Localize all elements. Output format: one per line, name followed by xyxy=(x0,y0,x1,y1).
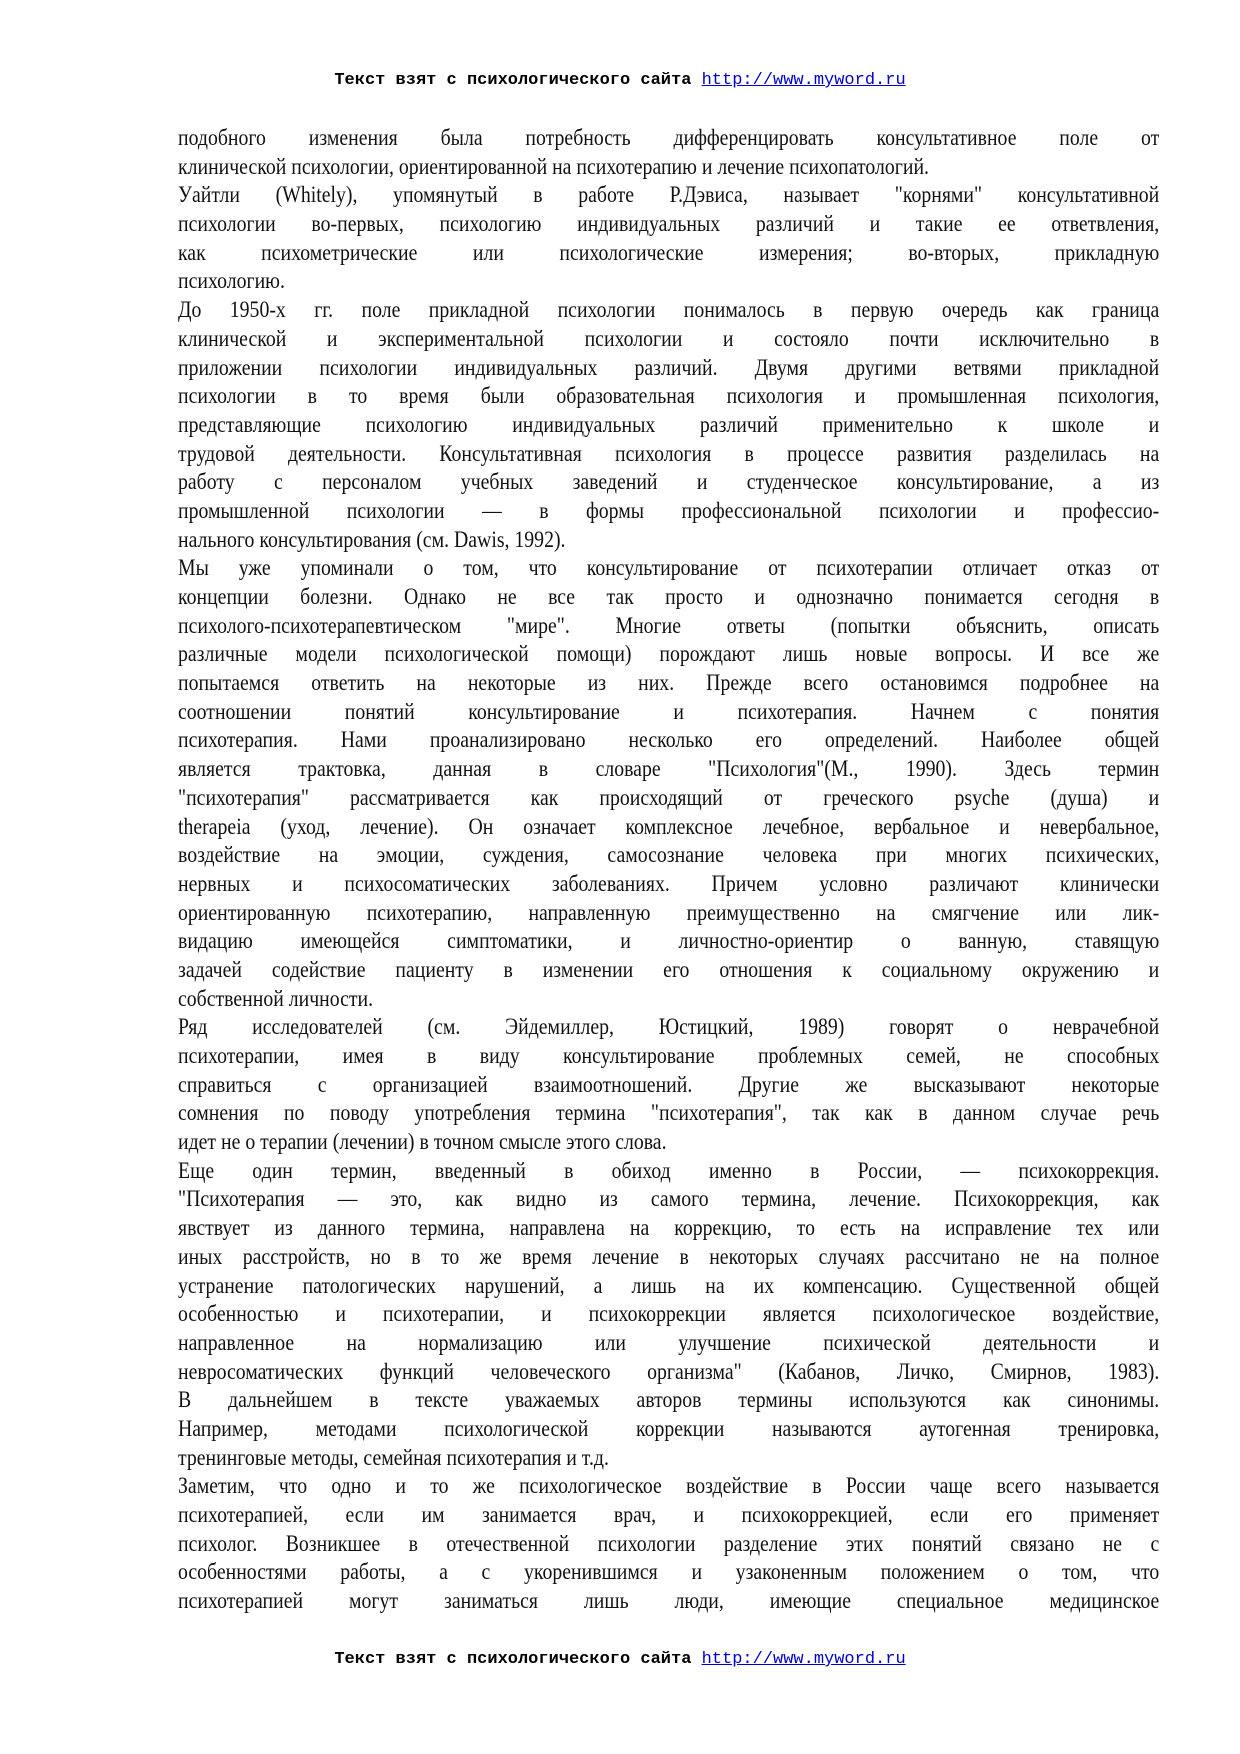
footer-source-link[interactable]: http://www.myword.ru xyxy=(701,1650,906,1669)
text-line: невросоматических функций человеческого организма" (Кабанов, Личко, Смирнов, 1983). xyxy=(178,1358,1160,1384)
text-line: приложении психологии индивидуальных различий. Двумя другими ветвями прикладной xyxy=(178,354,1160,380)
text-line: задачей содействие пациенту в изменении его отношения к социальному окружению и xyxy=(178,956,1160,982)
text-line: видацию имеющейся симптоматики, и личностно-ориентир о ванную, ставящую xyxy=(178,928,1160,954)
text-line: психологии во-первых, психологию индивидуальных различий и такие ее ответвления, xyxy=(178,211,1160,237)
text-line: До 1950-х гг. поле прикладной психологии понималось в первую очередь как граница xyxy=(178,297,1160,323)
text-line: therapeia (уход, лечение). Он означает комплексное лечебное, вербальное и невербальное, xyxy=(178,813,1160,839)
footer-source-text: Текст взят с психологического сайта xyxy=(334,1650,702,1669)
text-line: В дальнейшем в тексте уважаемых авторов термины используются как синонимы. xyxy=(178,1387,1160,1413)
text-line: собственной личности. xyxy=(178,985,374,1011)
text-line: "психотерапия" рассматривается как происходящий от греческого psyche (душа) и xyxy=(178,784,1160,810)
text-line: нального консультирования (см. Dawis, 1992). xyxy=(178,526,566,552)
text-line: концепции болезни. Однако не все так просто и однозначно понимается сегодня в xyxy=(178,584,1160,609)
text-line: явствует из данного термина, направлена на коррекцию, то есть на исправление тех или xyxy=(178,1215,1160,1241)
text-line: Еще один термин, введенный в обиход именно в России, — психокоррекция. xyxy=(178,1157,1160,1183)
text-line: психолог. Возникшее в отечественной психологии разделение этих понятий связано не с xyxy=(178,1530,1160,1556)
text-line: попытаемся ответить на некоторые из них. Прежде всего остановимся подробнее на xyxy=(178,670,1160,696)
text-line: различные модели психологической помощи) порождают лишь новые вопросы. И все же xyxy=(178,641,1160,667)
text-line: психолого-психотерапевтическом "мире". Многие ответы (попытки объяснить, описать xyxy=(178,612,1160,638)
text-line: психотерапией могут заниматься лишь люди, имеющие специальное медицинское xyxy=(178,1588,1160,1614)
text-line: является трактовка, данная в словаре "Психология"(М., 1990). Здесь термин xyxy=(178,756,1160,782)
text-line: направленное на нормализацию или улучшение психической деятельности и xyxy=(178,1329,1160,1355)
text-line: психологию. xyxy=(178,268,285,294)
text-line: клинической и экспериментальной психологии и состояло почти исключительно в xyxy=(178,325,1160,351)
text-line: Например, методами психологической коррекции называются аутогенная тренировка, xyxy=(178,1415,1160,1441)
header-source-text: Текст взят с психологического сайта xyxy=(334,71,702,90)
text-line: иных расстройств, но в то же время лечение в некоторых случаях рассчитано не на полное xyxy=(178,1243,1160,1269)
text-line: работу с персоналом учебных заведений и студенческое консультирование, а из xyxy=(178,469,1160,495)
text-line: сомнения по поводу употребления термина "психотерапия", так как в данном случае речь xyxy=(178,1100,1160,1126)
text-line: соотношении понятий консультирование и психотерапия. Начнем с понятия xyxy=(178,698,1160,724)
text-line: психотерапии, имея в виду консультирование проблемных семей, не способных xyxy=(178,1043,1160,1068)
text-line: психотерапией, если им занимается врач, и психокоррекцией, если его применяет xyxy=(178,1502,1160,1527)
text-line: клинической психологии, ориентированной на психотерапию и лечение психопатологий. xyxy=(178,153,929,179)
text-line: идет не о терапии (лечении) в точном смысле этого слова. xyxy=(178,1129,667,1155)
text-line: "Психотерапия — это, как видно из самого термина, лечение. Психокоррекция, как xyxy=(178,1186,1160,1212)
text-line: нервных и психосоматических заболеваниях. Причем условно различают клинически xyxy=(178,870,1160,896)
text-line: Уайтли (Whitely), упомянутый в работе Р.Дэвиса, называет "корнями" консультативной xyxy=(178,182,1160,208)
text-line: Мы уже упоминали о том, что консультирование от психотерапии отличает отказ от xyxy=(178,555,1160,581)
document-body xyxy=(178,124,1160,1616)
running-header xyxy=(0,71,1240,90)
text-line: особенностями работы, а с укоренившимся и узаконенным положением о том, что xyxy=(178,1559,1160,1585)
text-line: как психометрические или психологические измерения; во-вторых, прикладную xyxy=(178,239,1160,265)
header-source-link[interactable]: http://www.myword.ru xyxy=(701,71,906,90)
text-line: справиться с организацией взаимоотношений. Другие же высказывают некоторые xyxy=(178,1071,1160,1097)
text-line: воздействие на эмоции, суждения, самосознание человека при многих психических, xyxy=(178,842,1160,868)
text-line: психотерапия. Нами проанализировано несколько его определений. Наиболее общей xyxy=(178,727,1160,753)
text-line: психологии в то время были образовательная психология и промышленная психология, xyxy=(178,383,1160,409)
text-line: представляющие психологию индивидуальных различий применительно к школе и xyxy=(178,411,1160,437)
text-line: ориентированную психотерапию, направленную преимущественно на смягчение или лик- xyxy=(178,899,1160,925)
text-line: Ряд исследователей (см. Эйдемиллер, Юстицкий, 1989) говорят о неврачебной xyxy=(178,1014,1160,1040)
running-footer xyxy=(0,1650,1240,1669)
text-line: особенностью и психотерапии, и психокоррекции является психологическое воздействие, xyxy=(178,1301,1160,1327)
text-line: тренинговые методы, семейная психотерапия и т.д. xyxy=(178,1444,609,1470)
text-line: Заметим, что одно и то же психологическое воздействие в России чаще всего называется xyxy=(178,1473,1160,1499)
text-line: устранение патологических нарушений, а лишь на их компенсацию. Существенной общей xyxy=(178,1272,1160,1298)
text-line: трудовой деятельности. Консультативная психология в процессе развития разделилась на xyxy=(178,440,1160,466)
text-line: промышленной психологии — в формы профессиональной психологии и профессио- xyxy=(178,497,1160,523)
text-line: подобного изменения была потребность дифференцировать консультативное поле от xyxy=(178,125,1160,150)
